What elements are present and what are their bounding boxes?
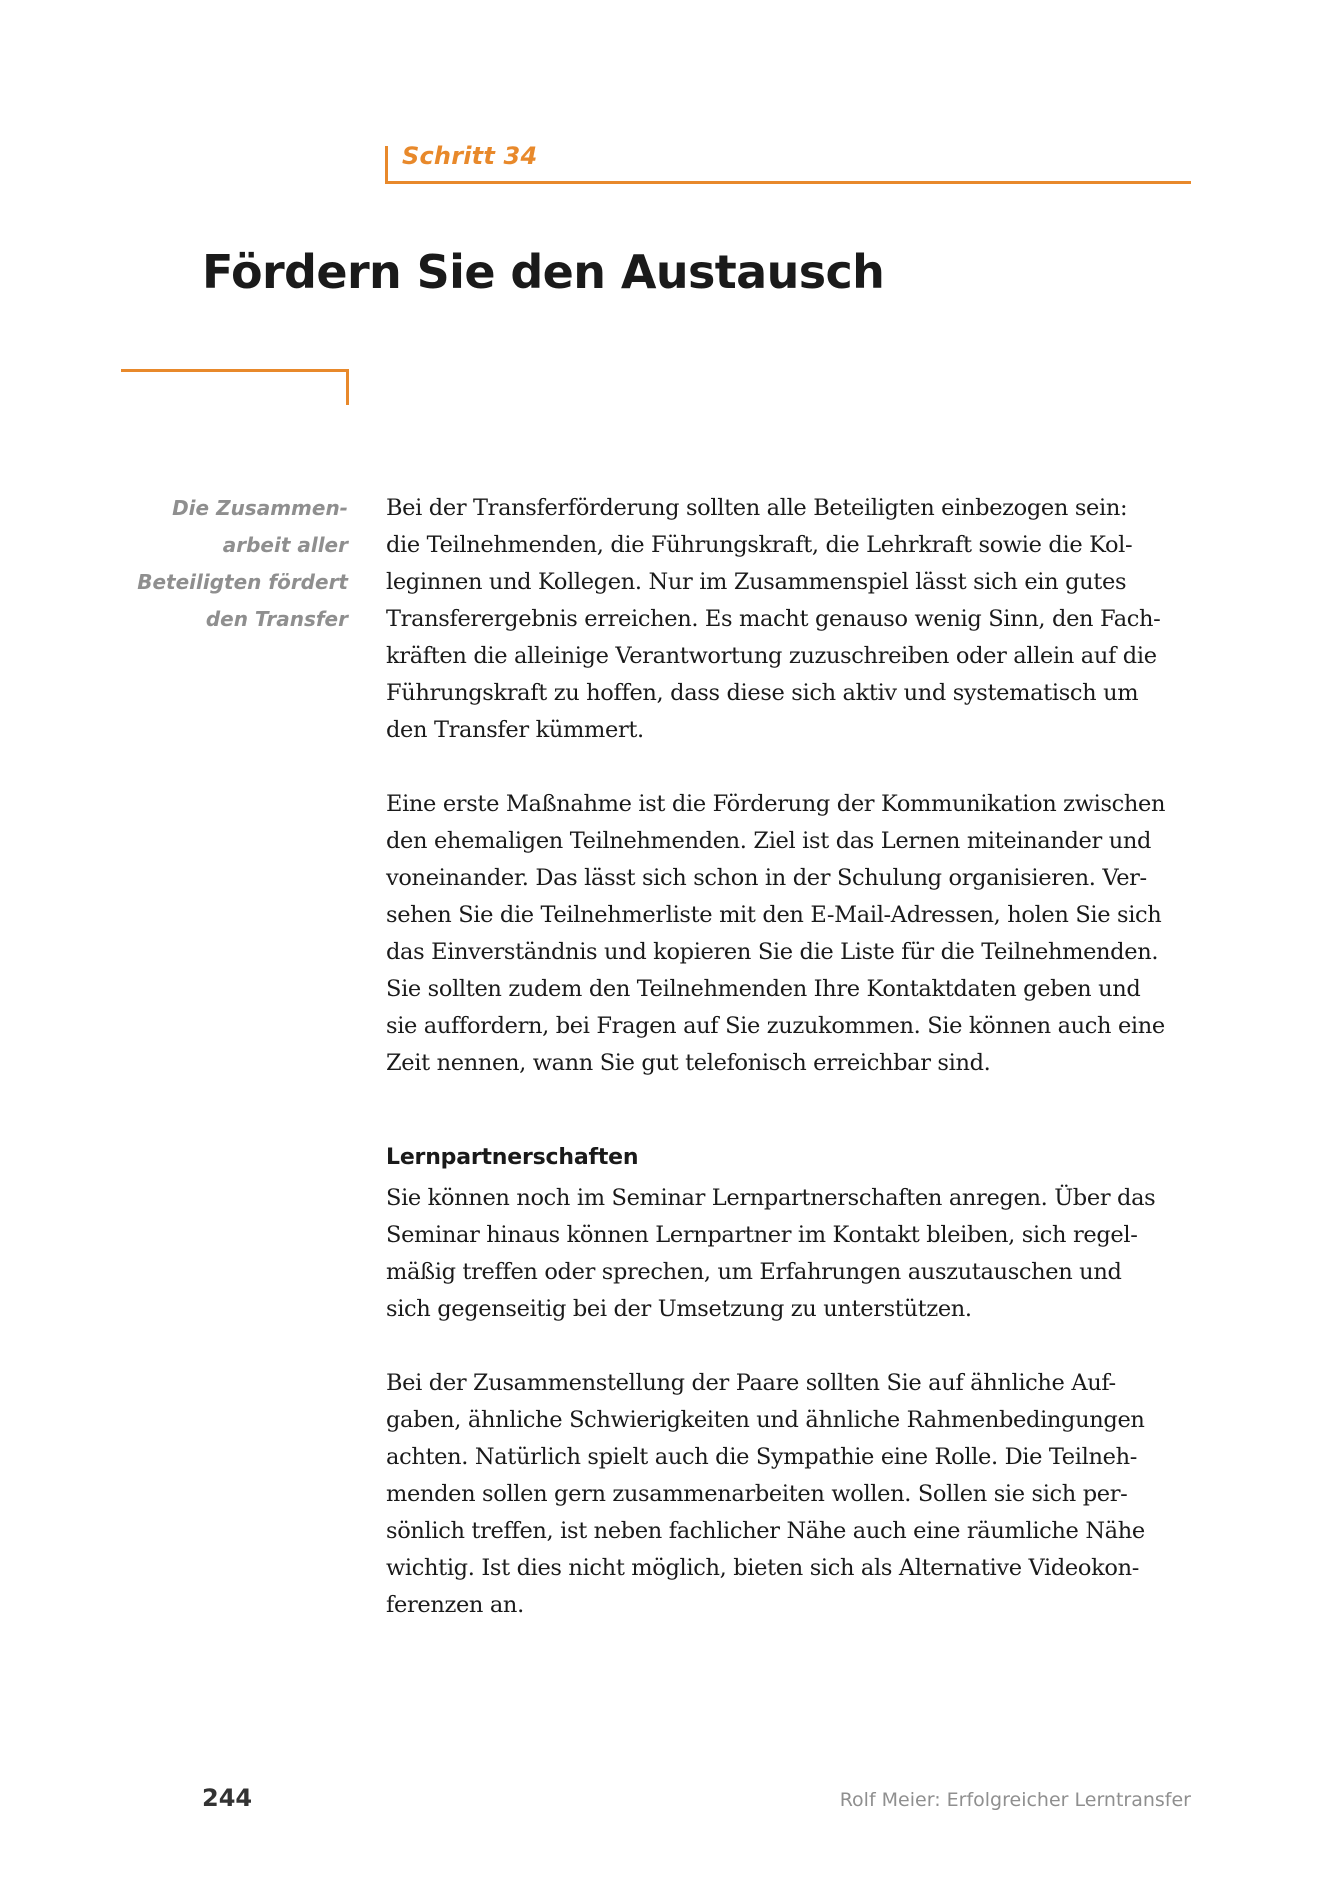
margin-note-line: arbeit aller [222,533,348,557]
text-line: Transferergebnis erreichen. Es macht genauso wenig Sinn, den Fach- [386,606,1161,632]
page-title: Fördern Sie den Austausch [202,245,885,299]
body-text [386,490,1206,1661]
text-line: sönlich treffen, ist neben fachlicher Nähe auch eine räumliche Nähe [386,1518,1145,1544]
paragraph-4 [386,1365,1206,1624]
text-line: leginnen und Kollegen. Nur im Zusammenspiel lässt sich ein gutes [386,569,1127,595]
paragraph-1 [386,490,1206,749]
text-line: mäßig treffen oder sprechen, um Erfahrungen auszutauschen und [386,1259,1122,1285]
text-line: gaben, ähnliche Schwierigkeiten und ähnliche Rahmenbedingungen [386,1407,1145,1433]
text-line: sehen Sie die Teilnehmerliste mit den E-Mail-Adressen, holen Sie sich [386,902,1162,928]
margin-note [120,490,348,638]
text-line: sich gegenseitig bei der Umsetzung zu unterstützen. [386,1296,972,1322]
margin-note-line: Die Zusammen- [172,496,348,520]
text-line: ferenzen an. [386,1592,524,1618]
paragraph-3 [386,1180,1206,1328]
text-line: Eine erste Maßnahme ist die Förderung der Kommunikation zwischen [386,791,1166,817]
text-line: Bei der Transferförderung sollten alle Beteiligten einbezogen sein: [386,495,1128,521]
text-line: das Einverständnis und kopieren Sie die Liste für die Teilnehmenden. [386,939,1159,965]
text-line: Zeit nennen, wann Sie gut telefonisch erreichbar sind. [386,1050,991,1076]
text-line: Führungskraft zu hoffen, dass diese sich aktiv und systematisch um [386,680,1139,706]
text-line: wichtig. Ist dies nicht möglich, bieten sich als Alternative Videokon- [386,1555,1139,1581]
paragraph-2 [386,786,1206,1082]
text-line: Bei der Zusammenstellung der Paare sollten Sie auf ähnliche Auf- [386,1370,1116,1396]
text-line: Sie können noch im Seminar Lernpartnerschaften anregen. Über das [386,1185,1156,1211]
footer-credit: Rolf Meier: Erfolgreicher Lerntransfer [839,1789,1191,1811]
text-line: kräften die alleinige Verantwortung zuzuschreiben oder allein auf die [386,643,1157,669]
text-line: achten. Natürlich spielt auch die Sympathie eine Rolle. Die Teilneh- [386,1444,1137,1470]
margin-note-line: den Transfer [205,607,348,631]
text-line: sie auffordern, bei Fragen auf Sie zuzukommen. Sie können auch eine [386,1013,1165,1039]
margin-note-line: Beteiligten fördert [137,570,348,594]
text-line: Seminar hinaus können Lernpartner im Kontakt bleiben, sich regel- [386,1222,1138,1248]
step-label: Schritt 34 [402,142,538,170]
text-line: die Teilnehmenden, die Führungskraft, die Lehrkraft sowie die Kol- [386,532,1133,558]
text-line: menden sollen gern zusammenarbeiten wollen. Sollen sie sich per- [386,1481,1128,1507]
section-subheading: Lernpartnerschaften [386,1145,639,1170]
title-corner-rule [121,369,349,405]
page-number: 244 [202,1784,253,1812]
text-line: voneinander. Das lässt sich schon in der Schulung organisieren. Ver- [386,865,1147,891]
text-line: den Transfer kümmert. [386,717,644,743]
text-line: Sie sollten zudem den Teilnehmenden Ihre Kontaktdaten geben und [386,976,1141,1002]
text-line: den ehemaligen Teilnehmenden. Ziel ist das Lernen miteinander und [386,828,1152,854]
